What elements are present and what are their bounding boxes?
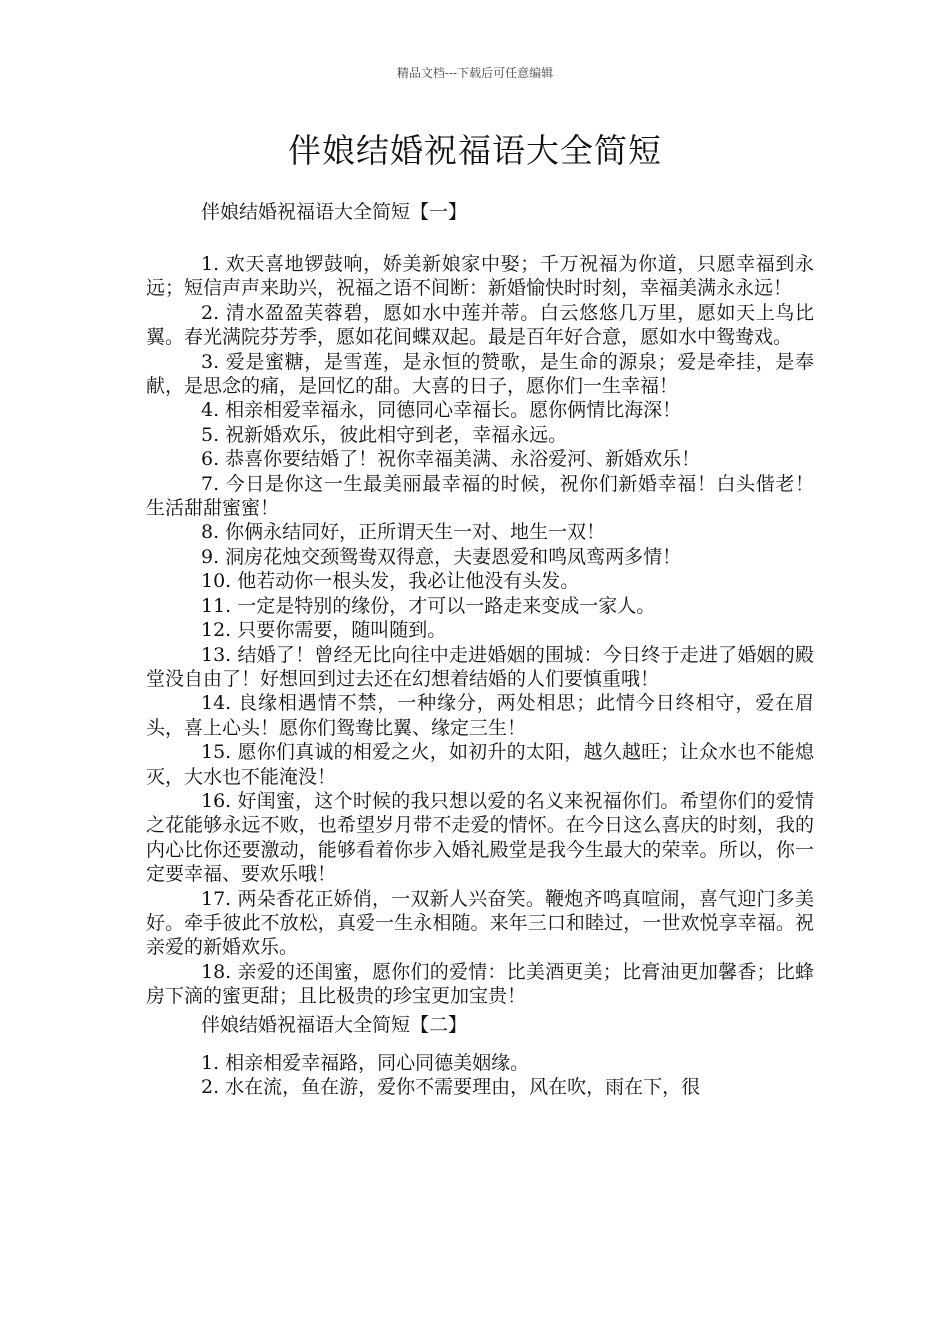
list-item: 17. 两朵香花正娇俏，一双新人兴奋笑。鞭炮齐鸣真喧闹，喜气迎门多美好。牵手彼此不放松，真爱一生永相随。来年三口和睦过，一世欢悦享幸福。祝亲爱的新婚欢乐。 <box>146 887 814 959</box>
list-item: 1. 欢天喜地锣鼓响，娇美新娘家中娶；千万祝福为你道，只愿幸福到永远；短信声声来助兴，祝福之语不间断：新婚愉快时时刻，幸福美满永永远！ <box>146 253 814 300</box>
list-item: 4. 相亲相爱幸福永，同德同心幸福长。愿你俩情比海深！ <box>201 399 682 422</box>
list-item: 16. 好闺蜜，这个时候的我只想以爱的名义来祝福你们。希望你们的爱情之花能够永远不败，也希望岁月带不走爱的情怀。在今日这么喜庆的时刻，我的内心比你还要激动，能够看着你步入婚礼殿堂是我今生最大的荣幸。所以，你一定要幸福、要欢乐哦！ <box>146 789 814 886</box>
list-item: 15. 愿你们真诚的相爱之火，如初升的太阳，越久越旺；让众水也不能熄灭，大水也不能淹没！ <box>146 741 814 788</box>
list-item: 8. 你俩永结同好，正所谓天生一对、地生一双！ <box>201 521 606 544</box>
document-body <box>146 196 814 1099</box>
section-heading-1: 伴娘结婚祝福语大全简短【一】 <box>201 201 468 223</box>
list-item: 10. 他若动你一根头发，我必让他没有头发。 <box>201 570 580 593</box>
list-item: 13. 结婚了！曾经无比向往中走进婚姻的围城：今日终于走进了婚姻的殿堂没自由了！好想回到过去还在幻想着结婚的人们要慎重哦！ <box>146 643 814 690</box>
list-item: 1. 相亲相爱幸福路，同心同德美姻缘。 <box>201 1051 530 1074</box>
section-heading-2: 伴娘结婚祝福语大全简短【二】 <box>201 1013 468 1036</box>
list-item: 2. 清水盈盈芙蓉碧，愿如水中莲并蒂。白云悠悠几万里，愿如天上鸟比翼。春光满院芬芳季，愿如花间蝶双起。最是百年好合意，愿如水中鸳鸯戏。 <box>146 301 814 349</box>
list-item: 3. 爱是蜜糖，是雪莲，是永恒的赞歌，是生命的源泉；爱是牵挂，是奉献，是思念的痛，是回忆的甜。大喜的日子，愿你们一生幸福！ <box>146 350 814 398</box>
list-item: 14. 良缘相遇情不禁，一种缘分，两处相思；此情今日终相守，爱在眉头，喜上心头！愿你们鸳鸯比翼、缘定三生！ <box>146 692 814 739</box>
list-item: 7. 今日是你这一生最美丽最幸福的时候，祝你们新婚幸福！白头偕老！生活甜甜蜜蜜！ <box>146 472 814 520</box>
list-item: 5. 祝新婚欢乐，彼此相守到老，幸福永远。 <box>201 423 568 446</box>
page-title: 伴娘结婚祝福语大全简短 <box>288 131 662 170</box>
list-item: 12. 只要你需要，随叫随到。 <box>201 619 447 642</box>
list-item: 9. 洞房花烛交颈鸳鸯双得意，夫妻恩爱和鸣凤鸾两多情！ <box>201 545 682 568</box>
list-item: 6. 恭喜你要结婚了！祝你幸福美满、永浴爱河、新婚欢乐！ <box>201 448 701 471</box>
page-header: 精品文档---下载后可任意编辑 <box>396 66 554 80</box>
list-item: 2. 水在流，鱼在游，爱你不需要理由，风在吹，雨在下，很 <box>201 1076 701 1098</box>
list-item: 11. 一定是特别的缘份，才可以一路走来变成一家人。 <box>201 594 656 617</box>
list-item: 18. 亲爱的还闺蜜，愿你们的爱情：比美酒更美；比膏油更加馨香；比蜂房下滴的蜜更甜；且比极贵的珍宝更加宝贵！ <box>146 960 814 1008</box>
